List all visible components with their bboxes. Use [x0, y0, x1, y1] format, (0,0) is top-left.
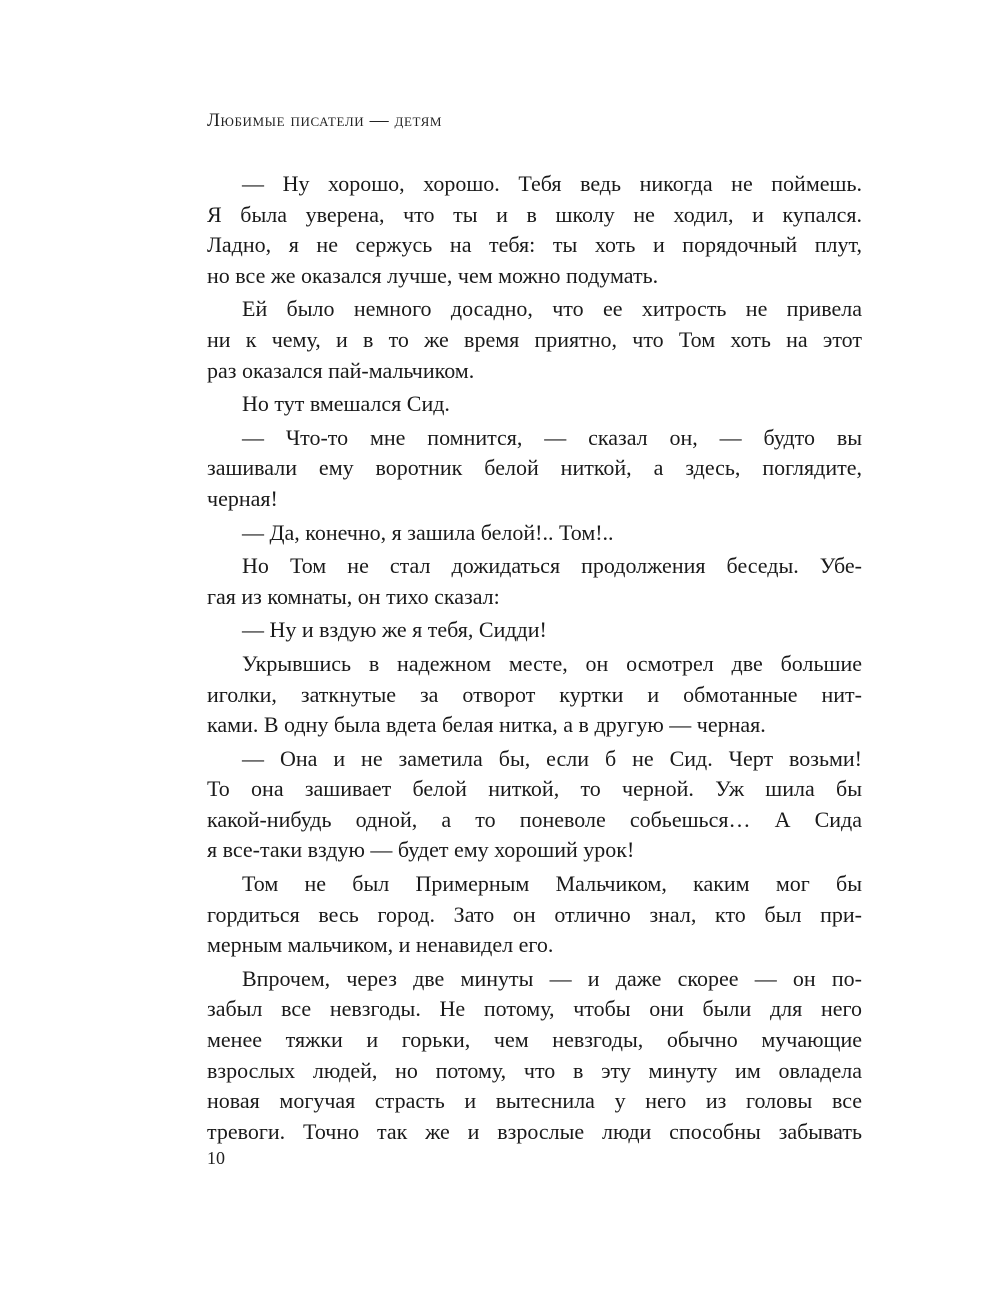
- text-line: Ладно, я не сержусь на тебя: ты хоть и порядочный плут,: [207, 232, 862, 258]
- paragraph: [207, 869, 862, 961]
- text-line: ни к чему, и в то же время приятно, что Том хоть на этот: [207, 326, 862, 352]
- text-line: раз оказался пай-мальчиком.: [207, 357, 475, 383]
- text-line: То она зашивает белой ниткой, то черной. Уж шила бы: [207, 776, 862, 802]
- text-line: — Ну и вздую же я тебя, Сидди!: [242, 617, 547, 643]
- text-line: ками. В одну была вдета белая нитка, а в другую — черная.: [207, 712, 766, 738]
- text-line: гордиться весь город. Зато он отлично знал, кто был при-: [207, 901, 862, 927]
- paragraph: [207, 615, 862, 646]
- paragraph: [207, 423, 862, 515]
- text-line: Но Том не стал дожидаться продолжения беседы. Убе-: [242, 553, 862, 579]
- text-line: новая могучая страсть и вытеснила у него из головы все: [207, 1088, 862, 1114]
- text-line: Укрывшись в надежном месте, он осмотрел две большие: [242, 650, 862, 676]
- text-line: мерным мальчиком, и ненавидел его.: [207, 932, 554, 958]
- text-line: менее тяжки и горьки, чем невзгоды, обычно мучающие: [207, 1027, 862, 1053]
- paragraph: [207, 294, 862, 386]
- text-line: Впрочем, через две минуты — и даже скорее — он по-: [242, 965, 862, 991]
- text-line: тревоги. Точно так же и взрослые люди способны забывать: [207, 1118, 862, 1144]
- paragraph: [207, 964, 862, 1148]
- text-line: какой-нибудь одной, а то поневоле собьешься… А Сида: [207, 806, 862, 832]
- paragraph: [207, 649, 862, 741]
- paragraph: [207, 551, 862, 612]
- text-line: я все-таки вздую — будет ему хороший урок!: [207, 837, 635, 863]
- text-line: Том не был Примерным Мальчиком, каким мог бы: [242, 871, 862, 897]
- paragraph: [207, 518, 862, 549]
- text-line: черная!: [207, 485, 278, 511]
- paragraph: [207, 744, 862, 866]
- text-line: — Что-то мне помнится, — сказал он, — будто вы: [242, 424, 862, 450]
- text-line: Ей было немного досадно, что ее хитрость не привела: [242, 296, 862, 322]
- text-line: — Да, конечно, я зашила белой!.. Том!..: [242, 519, 614, 545]
- text-line: но все же оказался лучше, чем можно подумать.: [207, 262, 659, 288]
- text-line: Я была уверена, что ты и в школу не ходил, и купался.: [207, 201, 862, 227]
- text-line: — Ну хорошо, хорошо. Тебя ведь никогда не поймешь.: [242, 171, 862, 196]
- page-number: 10: [207, 1148, 225, 1168]
- paragraph: [207, 389, 862, 420]
- text-line: Но тут вмешался Сид.: [242, 391, 450, 417]
- running-title: Любимые писатели — детям: [207, 110, 443, 131]
- text-line: гая из комнаты, он тихо сказал:: [207, 583, 500, 609]
- paragraph: [207, 169, 862, 291]
- text-line: иголки, заткнутые за отворот куртки и обмотанные нит-: [207, 681, 862, 707]
- body-text: [207, 169, 862, 1150]
- text-line: взрослых людей, но потому, что в эту минуту им овладела: [207, 1057, 862, 1083]
- text-line: — Она и не заметила бы, если б не Сид. Черт возьми!: [242, 745, 862, 771]
- text-line: зашивали ему воротник белой ниткой, а здесь, поглядите,: [207, 455, 862, 481]
- text-line: забыл все невзгоды. Не потому, чтобы они были для него: [207, 996, 862, 1022]
